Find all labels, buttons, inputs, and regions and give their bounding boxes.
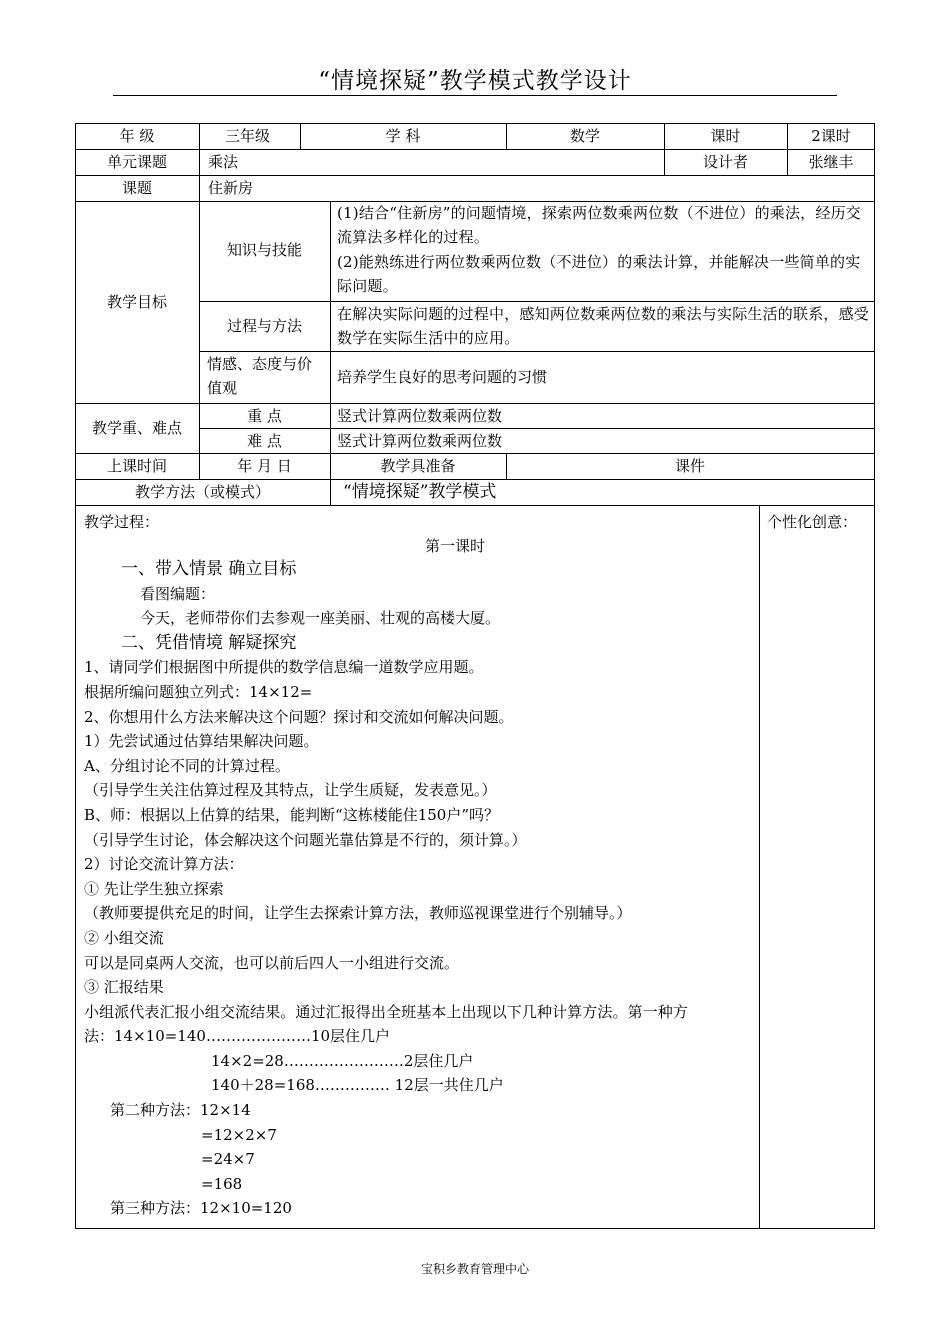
process-line: 根据所编问题独立列式：14×12=	[84, 682, 313, 701]
emotion-text: 培养学生良好的思考问题的习惯	[337, 368, 548, 386]
process-label: 教学过程：	[84, 513, 160, 531]
topic-label: 课题	[121, 179, 152, 197]
process-line: =12×2×7	[201, 1125, 277, 1144]
designer-value: 张继丰	[808, 153, 854, 171]
process-line: =168	[201, 1174, 243, 1193]
process-line: ① 先让学生独立探索	[84, 879, 224, 898]
process-line: 2、你想用什么方法来解决这个问题？探讨和交流如何解决问题。	[84, 707, 514, 726]
creative-notes-label: 个性化创意：	[767, 513, 858, 531]
key-points-label: 教学重、难点	[91, 419, 182, 437]
materials-value: 课件	[674, 457, 705, 475]
step-heading: 一、带入情景 确立目标	[121, 559, 297, 579]
class-time-label: 上课时间	[106, 457, 167, 475]
grade-label: 年 级	[119, 127, 155, 145]
unit-value: 乘法	[208, 153, 239, 171]
process-line: 2）讨论交流计算方法：	[84, 855, 244, 874]
row-rule	[75, 505, 875, 506]
process-line: ③ 汇报结果	[84, 978, 164, 997]
document-title: “情境探疑”教学模式教学设计	[318, 68, 632, 94]
teaching-method-value: “情境探疑”教学模式	[343, 482, 497, 502]
subject-label: 学 科	[385, 127, 421, 145]
grade-value: 三年级	[225, 127, 271, 145]
focus-text: 竖式计算两位数乘两位数	[337, 407, 503, 425]
class-time-value: 年 月 日	[237, 457, 292, 475]
designer-label: 设计者	[702, 153, 748, 171]
process-line: ② 小组交流	[84, 928, 164, 947]
process-line: B、师：根据以上估算的结果，能判断“这栋楼能住150户”吗？	[84, 805, 499, 824]
process-line: 1、请同学们根据图中所提供的数学信息编一道数学应用题。	[84, 658, 484, 677]
title-underline	[113, 95, 837, 96]
process-line: （引导学生关注估算过程及其特点，让学生质疑，发表意见。）	[84, 781, 497, 800]
table-border-bottom	[75, 1228, 875, 1229]
teaching-method-label: 教学方法（或模式）	[134, 483, 270, 501]
process-line: 今天，老师带你们去参观一座美丽、壮观的高楼大厦。	[140, 609, 501, 628]
topic-value: 住新房	[208, 179, 254, 197]
process-method-label: 过程与方法	[226, 317, 302, 335]
process-line: 可以是同桌两人交流，也可以前后四人一小组进行交流。	[84, 953, 460, 972]
step-heading: 二、凭借情境 解疑探究	[121, 632, 297, 653]
subject-value: 数学	[569, 127, 600, 145]
process-line: 第三种方法：12×10=120	[110, 1199, 292, 1218]
unit-label: 单元课题	[106, 153, 167, 171]
emotion-label: 情感、态度与价值观	[207, 355, 313, 397]
footer-organization: 宝积乡教育管理中心	[420, 1262, 529, 1276]
process-line: 法：14×10=140…………………10层住几户	[84, 1027, 391, 1046]
process-line: 1）先尝试通过估算结果解决问题。	[84, 732, 319, 751]
lesson-title: 第一课时	[424, 537, 485, 555]
process-line: 140＋28=168…………… 12层一共住几户	[211, 1076, 504, 1095]
process-method-text: 在解决实际问题的过程中，感知两位数乘两位数的乘法与实际生活的联系，感受数学在实际生活中的应用。	[337, 305, 870, 347]
process-line: 第二种方法：12×14	[110, 1101, 251, 1120]
hours-value: 2课时	[811, 127, 851, 145]
table-border-right	[874, 123, 875, 1229]
knowledge-text-1: (1)结合“住新房”的问题情境，探索两位数乘两位数（不进位）的乘法，经历交流算法多样化的过程。	[337, 204, 861, 246]
knowledge-label: 知识与技能	[226, 241, 302, 259]
process-line: （引导学生讨论，体会解决这个问题光靠估算是不行的，须计算。）	[84, 830, 527, 849]
process-line: A、分组讨论不同的计算过程。	[84, 756, 290, 775]
process-line: （教师要提供充足的时间，让学生去探索计算方法，教师巡视课堂进行个别辅导。）	[84, 904, 632, 923]
process-line: =24×7	[201, 1150, 255, 1169]
lesson-plan-table	[75, 123, 875, 1229]
focus-label: 重 点	[247, 407, 282, 425]
col-rule	[759, 505, 760, 1229]
materials-label: 教学具准备	[380, 457, 456, 475]
difficulty-text: 竖式计算两位数乘两位数	[337, 432, 503, 450]
process-line: 小组派代表汇报小组交流结果。通过汇报得出全班基本上出现以下几种计算方法。第一种方	[84, 1002, 689, 1021]
col-rule	[330, 201, 331, 479]
difficulty-label: 难 点	[247, 432, 282, 450]
process-line: 看图编题：	[140, 584, 216, 603]
hours-label: 课时	[710, 127, 741, 145]
teaching-process-body	[84, 557, 754, 1221]
process-line: 14×2=28……………………2层住几户	[211, 1051, 474, 1070]
knowledge-text-2: (2)能熟练进行两位数乘两位数（不进位）的乘法计算，并能解决一些简单的实际问题。	[337, 253, 861, 295]
goals-label: 教学目标	[106, 293, 167, 311]
